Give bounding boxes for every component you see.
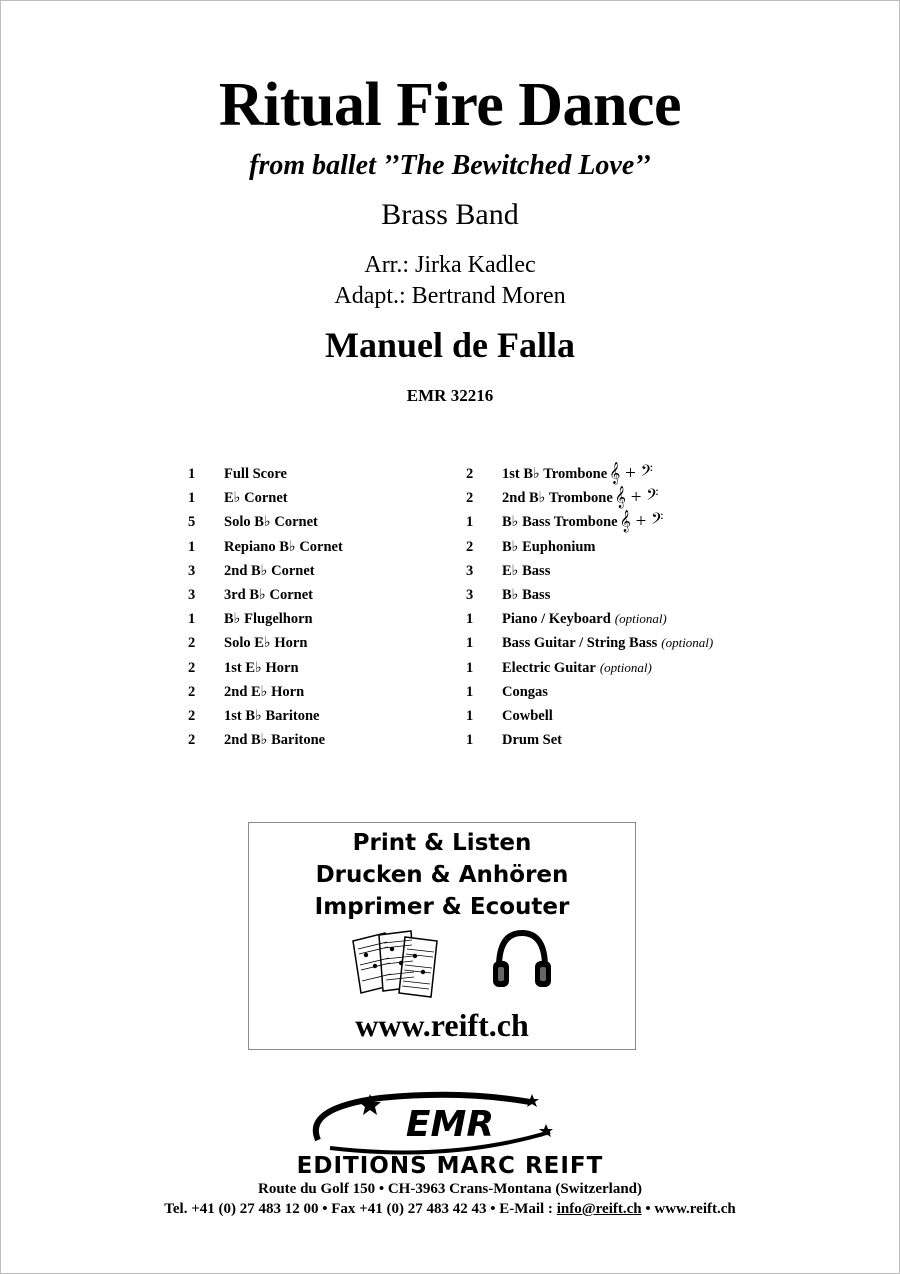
publisher-address: Route du Golf 150 • CH-3963 Crans-Montana (Switzerland) <box>258 1181 642 1197</box>
part-quantity: 1 <box>466 732 474 749</box>
part-row <box>466 631 713 655</box>
part-quantity: 2 <box>188 659 196 676</box>
logo-text: EMR <box>405 1104 495 1145</box>
emr-logo <box>300 1088 600 1158</box>
optional-note: (optional) <box>599 659 652 675</box>
part-name: E♭ Bass <box>502 562 551 579</box>
part-name: 2nd E♭ Horn <box>224 683 305 700</box>
part-row <box>188 559 343 583</box>
part-row <box>466 680 713 704</box>
part-row <box>188 680 343 704</box>
part-row <box>188 535 343 559</box>
contact-website[interactable]: • www.reift.ch <box>641 1201 736 1217</box>
part-name: Full Score <box>224 466 287 483</box>
part-name: Drum Set <box>502 732 563 749</box>
promo-line-french: Imprimer & Ecouter <box>314 894 570 920</box>
optional-note: (optional) <box>661 635 714 651</box>
parts-list-right <box>466 462 713 752</box>
part-name: Solo E♭ Horn <box>224 635 308 652</box>
part-name: Electric Guitar <box>502 659 596 676</box>
part-row <box>188 631 343 655</box>
part-name: Bass Guitar / String Bass <box>502 635 658 652</box>
part-name: 2nd B♭ Cornet <box>224 562 315 579</box>
clef-icons: 𝄞 + 𝄢 <box>614 487 659 509</box>
part-quantity: 3 <box>466 562 474 579</box>
part-name: 2nd B♭ Trombone <box>502 490 613 507</box>
part-row <box>188 728 343 752</box>
part-quantity: 2 <box>188 683 196 700</box>
part-row <box>466 656 713 680</box>
part-row <box>188 704 343 728</box>
part-name: B♭ Euphonium <box>502 538 596 555</box>
promo-line-german: Drucken & Anhören <box>315 862 569 888</box>
adapter-credit: Adapt.: Bertrand Moren <box>334 283 566 309</box>
part-row <box>188 656 343 680</box>
emr-logo-graphic <box>300 1088 600 1158</box>
parts-list-left <box>188 462 343 752</box>
part-name: 1st B♭ Trombone <box>502 466 608 483</box>
part-quantity: 1 <box>466 707 474 724</box>
part-quantity: 1 <box>466 611 474 628</box>
part-row <box>188 607 343 631</box>
part-name: Piano / Keyboard <box>502 611 611 628</box>
page-title: Ritual Fire Dance <box>218 71 682 139</box>
part-quantity: 5 <box>188 514 196 531</box>
part-row <box>466 559 713 583</box>
part-name: Congas <box>502 683 548 700</box>
arranger-credit: Arr.: Jirka Kadlec <box>364 252 536 278</box>
clef-icons: 𝄞 + 𝄢 <box>609 463 653 485</box>
part-quantity: 2 <box>188 707 196 724</box>
part-name: E♭ Cornet <box>224 490 288 507</box>
part-row <box>466 704 713 728</box>
promo-website[interactable]: www.reift.ch <box>355 1007 529 1043</box>
headphones-icon <box>489 927 555 993</box>
part-quantity: 3 <box>188 587 196 604</box>
part-row <box>188 462 343 486</box>
part-name: B♭ Bass Trombone <box>502 514 618 531</box>
part-quantity: 1 <box>188 490 196 507</box>
subtitle: from ballet ’’The Bewitched Love’’ <box>249 150 651 181</box>
part-row <box>466 462 713 486</box>
part-name: 3rd B♭ Cornet <box>224 587 313 604</box>
part-row <box>466 486 713 510</box>
part-quantity: 2 <box>466 466 474 483</box>
part-quantity: 2 <box>188 635 196 652</box>
part-name: B♭ Flugelhorn <box>224 611 313 628</box>
publisher-name: EDITIONS MARC REIFT <box>296 1153 604 1179</box>
part-name: 1st E♭ Horn <box>224 659 299 676</box>
part-quantity: 3 <box>188 562 196 579</box>
ensemble-label: Brass Band <box>381 198 519 231</box>
part-row <box>466 510 713 534</box>
part-row <box>466 728 713 752</box>
publisher-contact <box>0 1201 900 1218</box>
part-quantity: 1 <box>188 611 196 628</box>
part-row <box>466 535 713 559</box>
clef-icons: 𝄞 + 𝄢 <box>619 511 664 533</box>
contact-phone-fax: Tel. +41 (0) 27 483 12 00 • Fax +41 (0) 27 483 42 43 • E-Mail : <box>164 1201 557 1217</box>
part-quantity: 2 <box>188 732 196 749</box>
part-row <box>188 486 343 510</box>
part-row <box>188 583 343 607</box>
part-name: Solo B♭ Cornet <box>224 514 318 531</box>
part-quantity: 1 <box>188 466 196 483</box>
part-quantity: 1 <box>466 635 474 652</box>
part-name: B♭ Bass <box>502 587 551 604</box>
promo-icons <box>249 927 635 1007</box>
part-name: 2nd B♭ Baritone <box>224 732 326 749</box>
promo-line-english: Print & Listen <box>352 830 532 856</box>
part-quantity: 1 <box>188 538 196 555</box>
part-name: Repiano B♭ Cornet <box>224 538 343 555</box>
composer-name: Manuel de Falla <box>325 325 575 365</box>
part-quantity: 1 <box>466 514 474 531</box>
print-listen-box[interactable] <box>248 822 636 1050</box>
part-row <box>466 607 713 631</box>
part-row <box>188 510 343 534</box>
part-quantity: 3 <box>466 587 474 604</box>
optional-note: (optional) <box>614 611 667 627</box>
part-quantity: 2 <box>466 490 474 507</box>
part-name: 1st B♭ Baritone <box>224 707 320 724</box>
email-link[interactable]: info@reift.ch <box>556 1201 642 1217</box>
catalog-number: EMR 32216 <box>406 386 494 405</box>
part-quantity: 2 <box>466 538 474 555</box>
part-quantity: 1 <box>466 683 474 700</box>
part-name: Cowbell <box>502 707 553 724</box>
part-row <box>466 583 713 607</box>
part-quantity: 1 <box>466 659 474 676</box>
sheet-music-icon <box>349 927 449 999</box>
